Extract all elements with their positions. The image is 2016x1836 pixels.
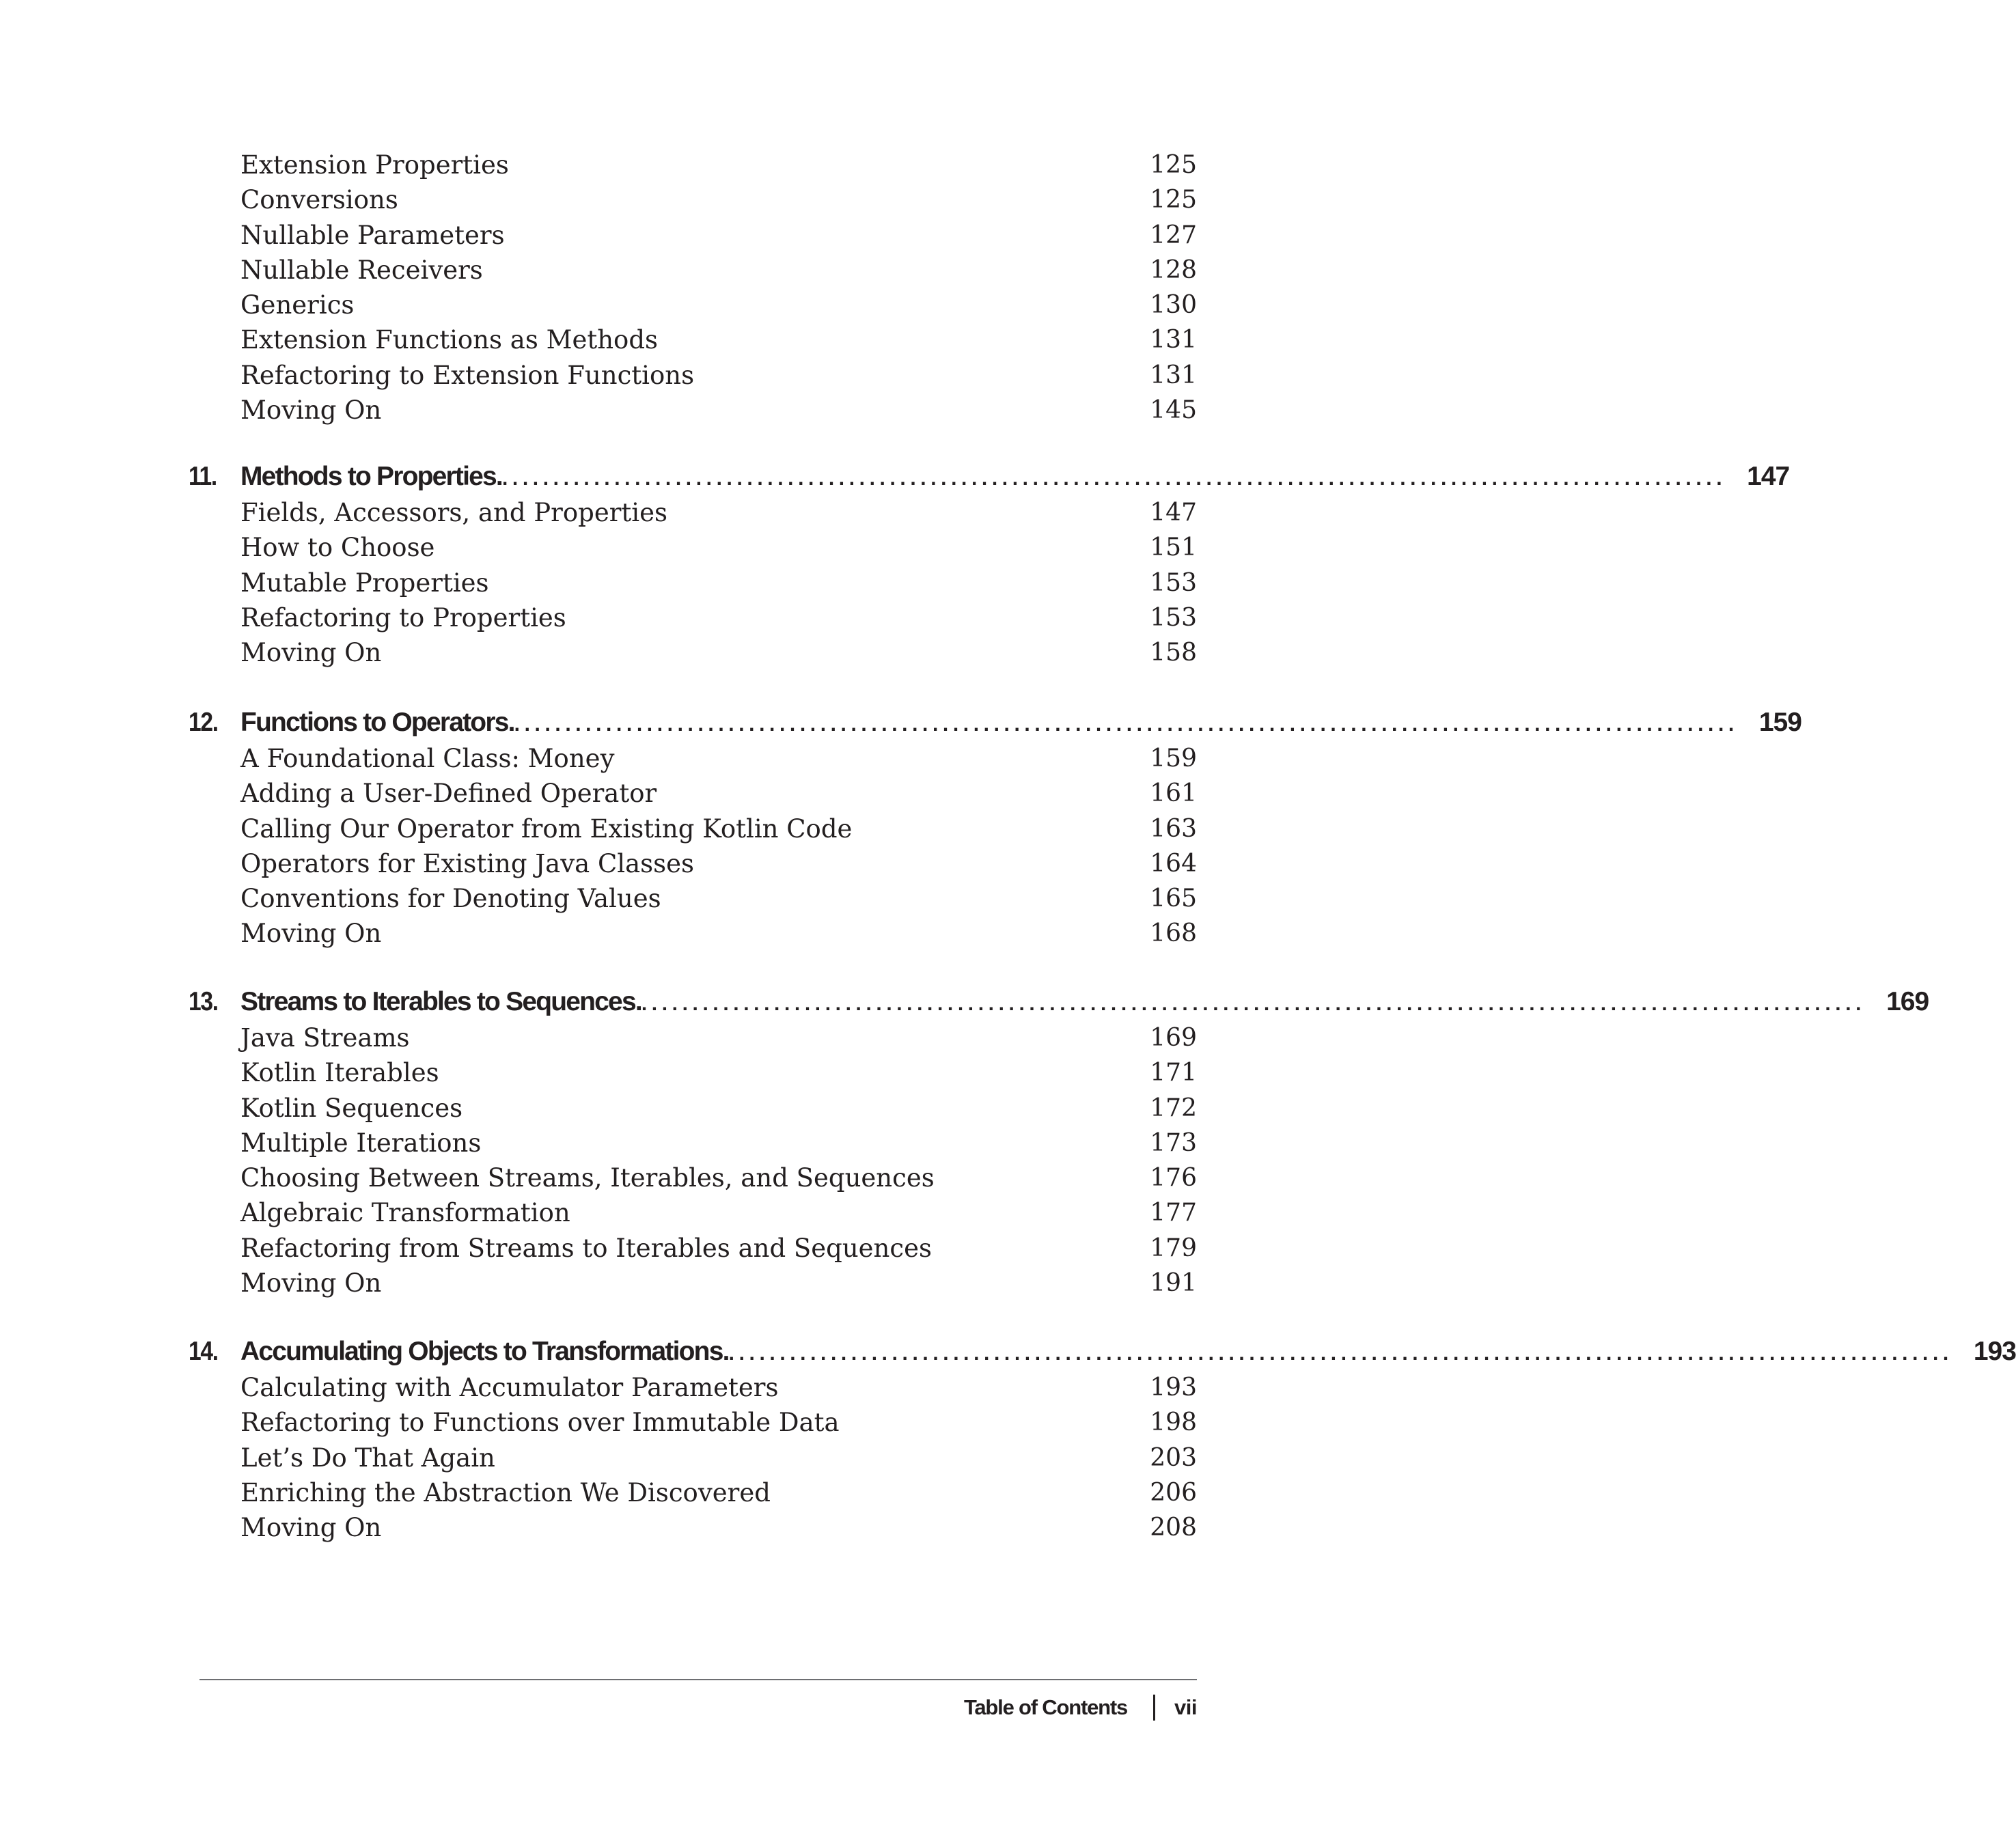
toc-section-entry[interactable]	[0, 1126, 1399, 1160]
chapter-number: 12.	[189, 708, 218, 737]
toc-section-entry[interactable]	[0, 635, 1399, 670]
section-title: Generics	[240, 290, 355, 320]
toc-section-entry[interactable]	[0, 148, 1399, 182]
section-page-number: 172	[1150, 1094, 1197, 1122]
chapter-block	[0, 704, 1801, 951]
section-title: Choosing Between Streams, Iterables, and Sequences	[240, 1163, 935, 1193]
toc-section-entry[interactable]	[0, 916, 1399, 951]
section-title: Calling Our Operator from Existing Kotlin Code	[240, 813, 853, 844]
section-title: Kotlin Sequences	[240, 1093, 463, 1123]
chapter-block	[0, 1333, 2016, 1545]
toc-section-entry[interactable]	[0, 1195, 1399, 1230]
toc-section-entry[interactable]	[0, 322, 1399, 357]
section-title: Multiple Iterations	[240, 1128, 482, 1158]
toc-section-entry[interactable]	[0, 1020, 1399, 1055]
section-title: Moving On	[240, 638, 382, 668]
toc-section-entry[interactable]	[0, 1370, 1399, 1405]
toc-chapter-entry[interactable]	[0, 458, 1790, 495]
section-title: Nullable Parameters	[240, 220, 505, 250]
toc-section-entry[interactable]	[0, 566, 1399, 600]
section-page-number: 147	[1150, 499, 1197, 527]
section-page-number: 179	[1150, 1234, 1197, 1262]
section-title: Extension Properties	[240, 150, 509, 180]
dot-leader: ........................................................................................................................	[728, 1342, 1953, 1365]
section-title: Refactoring to Properties	[240, 602, 566, 632]
toc-section-entry[interactable]	[0, 776, 1399, 811]
toc-section-entry[interactable]	[0, 253, 1399, 288]
section-title: Fields, Accessors, and Properties	[240, 498, 667, 527]
toc-section-entry[interactable]	[0, 600, 1399, 635]
section-page-number: 159	[1150, 745, 1197, 773]
section-page-number: 125	[1150, 151, 1197, 179]
section-page-number: 145	[1150, 396, 1197, 425]
chapter-leader	[240, 704, 1801, 741]
page-footer	[964, 1691, 1197, 1724]
footer-separator	[1153, 1695, 1155, 1721]
toc-section-entry[interactable]	[0, 495, 1399, 530]
section-page-number: 208	[1150, 1514, 1197, 1542]
dot-leader: ........................................................................................................................	[514, 713, 1739, 736]
toc-section-entry[interactable]	[0, 182, 1399, 217]
section-title: Conversions	[240, 185, 398, 215]
chapter-page-number: 147	[1747, 462, 1790, 491]
section-page-number: 153	[1150, 568, 1197, 597]
dot-leader: ........................................................................................................................	[641, 992, 1866, 1015]
section-page-number: 171	[1150, 1059, 1197, 1087]
chapter-number: 11.	[189, 462, 217, 491]
toc-section-entry[interactable]	[0, 1441, 1399, 1475]
toc-section-entry[interactable]	[0, 288, 1399, 322]
chapter-page-number: 193	[1973, 1337, 2016, 1366]
toc-section-entry[interactable]	[0, 1091, 1399, 1126]
section-page-number: 169	[1150, 1024, 1197, 1052]
toc-section-entry[interactable]	[0, 218, 1399, 253]
section-page-number: 130	[1150, 291, 1197, 320]
chapter-title: Accumulating Objects to Transformations.	[240, 1337, 729, 1366]
footer-label: Table of Contents	[963, 1695, 1128, 1719]
section-page-number: 161	[1150, 779, 1197, 808]
section-page-number: 198	[1150, 1408, 1197, 1437]
section-page-number: 163	[1150, 814, 1197, 843]
section-title: Refactoring to Extension Functions	[240, 360, 695, 390]
chapter-block	[0, 984, 1929, 1300]
section-title: Calculating with Accumulator Parameters	[240, 1373, 779, 1402]
section-title: Java Streams	[240, 1023, 410, 1053]
section-page-number: 173	[1150, 1128, 1197, 1157]
section-page-number: 128	[1150, 255, 1197, 284]
section-title: A Foundational Class: Money	[240, 744, 615, 773]
section-page-number: 164	[1150, 849, 1197, 878]
footer-divider	[199, 1679, 1197, 1680]
section-title: Extension Functions as Methods	[240, 325, 659, 355]
chapter-title: Streams to Iterables to Sequences.	[240, 987, 641, 1016]
toc-section-entry[interactable]	[0, 358, 1399, 393]
section-page-number: 191	[1150, 1269, 1197, 1298]
section-title: Operators for Existing Java Classes	[240, 848, 695, 878]
section-page-number: 168	[1150, 919, 1197, 948]
section-page-number: 125	[1150, 186, 1197, 214]
section-page-number: 153	[1150, 603, 1197, 632]
dot-leader: ........................................................................................................................	[501, 467, 1727, 490]
chapter-number: 13.	[189, 987, 218, 1016]
toc-section-entry[interactable]	[0, 811, 1399, 846]
chapter-page-number: 169	[1886, 987, 1929, 1016]
section-page-number: 193	[1150, 1374, 1197, 1402]
section-page-number: 177	[1150, 1199, 1197, 1227]
toc-section-entry[interactable]	[0, 881, 1399, 916]
chapter-leader	[240, 458, 1790, 495]
section-title: Refactoring to Functions over Immutable Data	[240, 1408, 840, 1438]
section-title: Moving On	[240, 919, 382, 949]
section-page-number: 158	[1150, 639, 1197, 667]
chapter-page-number: 159	[1758, 708, 1801, 737]
toc-section-entry[interactable]	[0, 741, 1399, 776]
toc-section-entry[interactable]	[0, 1055, 1399, 1090]
toc-chapter-entry[interactable]	[0, 704, 1801, 741]
section-page-number: 165	[1150, 885, 1197, 913]
section-title: Kotlin Iterables	[240, 1058, 439, 1088]
section-title: Moving On	[240, 1268, 382, 1298]
chapter-number: 14.	[189, 1337, 218, 1366]
section-page-number: 176	[1150, 1164, 1197, 1193]
section-title: Adding a User-Defined Operator	[240, 779, 657, 809]
toc-section-entry[interactable]	[0, 1510, 1399, 1545]
section-page-number: 131	[1150, 361, 1197, 389]
section-title: Refactoring from Streams to Iterables and Sequences	[240, 1233, 932, 1263]
toc-section-entry[interactable]	[0, 846, 1399, 881]
toc-chapter-entry[interactable]	[0, 1333, 2016, 1370]
section-page-number: 127	[1150, 221, 1197, 249]
chapter-leader	[240, 984, 1929, 1020]
section-page-number: 203	[1150, 1443, 1197, 1472]
continued-section-list	[0, 148, 1399, 428]
section-title: Conventions for Denoting Values	[240, 884, 661, 914]
toc-section-entry[interactable]	[0, 1405, 1399, 1440]
toc-section-entry[interactable]	[0, 1266, 1399, 1300]
section-title: Algebraic Transformation	[240, 1198, 570, 1228]
toc-section-entry[interactable]	[0, 1160, 1399, 1195]
section-page-number: 131	[1150, 326, 1197, 354]
section-title: Moving On	[240, 1513, 382, 1543]
toc-chapter-entry[interactable]	[0, 984, 1929, 1020]
section-title: How to Choose	[240, 533, 435, 563]
section-title: Let’s Do That Again	[240, 1443, 495, 1473]
toc-section-entry[interactable]	[0, 1475, 1399, 1510]
section-page-number: 151	[1150, 533, 1197, 562]
section-page-number: 206	[1150, 1478, 1197, 1507]
chapter-title: Methods to Properties.	[240, 462, 502, 491]
section-title: Moving On	[240, 395, 382, 426]
toc-section-entry[interactable]	[0, 1231, 1399, 1266]
chapter-block	[0, 458, 1790, 670]
toc-section-entry[interactable]	[0, 393, 1399, 428]
section-title: Enriching the Abstraction We Discovered	[240, 1477, 771, 1507]
chapter-leader	[240, 1333, 2016, 1370]
footer-page-number: vii	[1174, 1695, 1197, 1719]
section-title: Mutable Properties	[240, 568, 489, 598]
toc-section-entry[interactable]	[0, 530, 1399, 565]
chapter-title: Functions to Operators.	[240, 708, 514, 737]
section-title: Nullable Receivers	[240, 255, 483, 285]
